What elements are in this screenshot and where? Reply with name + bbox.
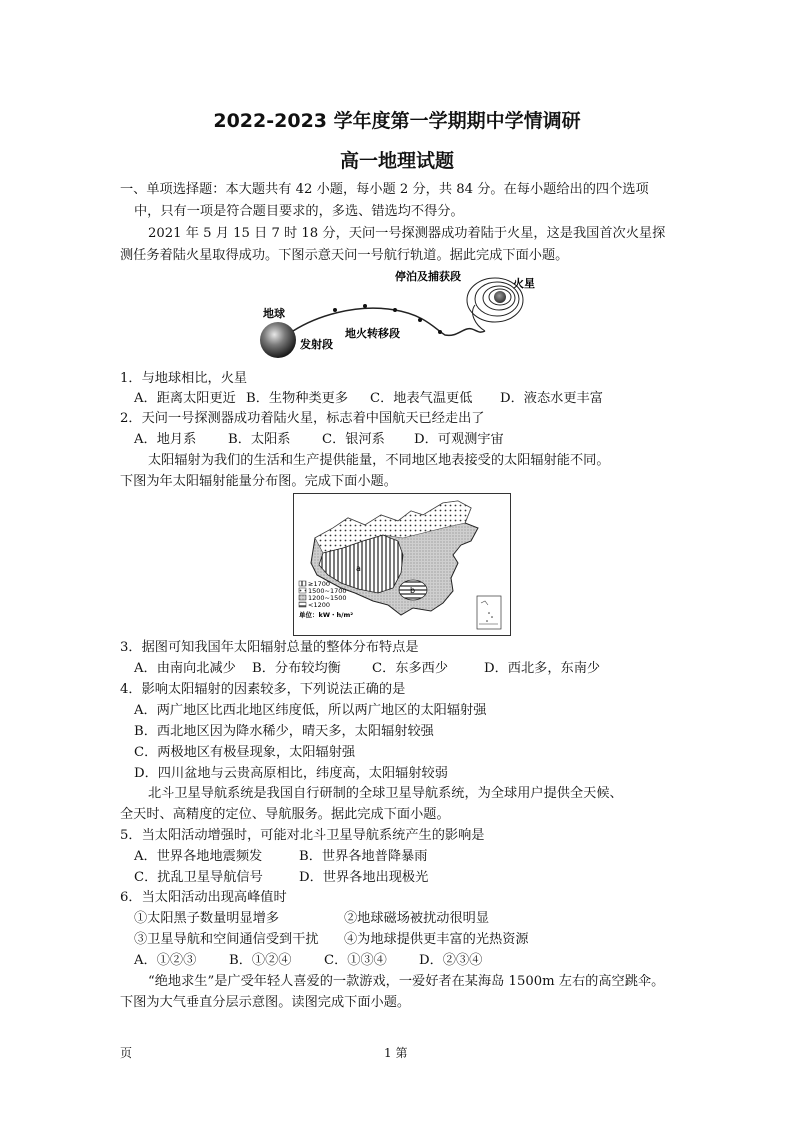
passage4-line2: 下图为大气垂直分层示意图。读图完成下面小题。: [120, 995, 411, 1010]
q6-statement-3: ③卫星导航和空间通信受到干扰: [134, 932, 319, 947]
orbit-label-mars: 火星: [513, 277, 535, 290]
q2-option-b[interactable]: B．太阳系: [228, 432, 291, 447]
legend-item-1: ≥1700: [308, 580, 330, 588]
q1-option-a[interactable]: A．距离太阳更近: [134, 391, 236, 406]
map-label-b: b: [410, 586, 416, 595]
passage2-line1: 太阳辐射为我们的生活和生产提供能量，不同地区地表接受的太阳辐射能不同。: [148, 453, 610, 468]
q6-statement-1: ①太阳黑子数量明显增多: [134, 911, 280, 926]
q6-statement-4: ④为地球提供更丰富的光热资源: [344, 932, 529, 947]
q1-option-b[interactable]: B．生物种类更多: [246, 391, 349, 406]
q6-option-b[interactable]: B．①②④: [229, 953, 292, 968]
solar-radiation-map: [293, 493, 511, 636]
map-label-a: a: [356, 564, 361, 573]
passage1-line1: 2021 年 5 月 15 日 7 时 18 分，天问一号探测器成功着陆于火星，这是我国首次火星探: [148, 226, 666, 241]
q6-statement-2: ②地球磁场被扰动很明显: [344, 911, 490, 926]
orbit-label-launch: 发射段: [300, 338, 333, 351]
q4-option-b[interactable]: B．西北地区因为降水稀少，晴天多，太阳辐射较强: [134, 724, 434, 739]
q6-stem: 6．当太阳活动出现高峰值时: [120, 890, 287, 905]
q5-option-a[interactable]: A．世界各地地震频发: [134, 849, 263, 864]
q4-option-a[interactable]: A．两广地区比西北地区纬度低，所以两广地区的太阳辐射强: [134, 703, 487, 718]
legend-item-3: 1200~1500: [308, 594, 347, 602]
q4-stem: 4．影响太阳辐射的因素较多，下列说法正确的是: [120, 682, 406, 697]
orbit-diagram: [255, 265, 555, 365]
q5-options-row2: [134, 868, 428, 888]
q1-stem: 1．与地球相比，火星: [120, 371, 248, 386]
legend-item-4: <1200: [308, 601, 330, 609]
legend-unit: 单位：kW・h/m²: [299, 611, 354, 619]
q3-option-c[interactable]: C．东多西少: [372, 661, 449, 676]
passage3-line1: 北斗卫星导航系统是我国自行研制的全球卫星导航系统，为全球用户提供全天候、: [148, 786, 623, 801]
q3-options: [134, 659, 600, 679]
q5-option-c[interactable]: C．扰乱卫星导航信号: [134, 870, 263, 885]
passage3-line2: 全天时、高精度的定位、导航服务。据此完成下面小题。: [120, 807, 450, 822]
q5-option-d[interactable]: D．世界各地出现极光: [299, 870, 429, 885]
orbit-label-parking: 停泊及捕获段: [395, 270, 461, 283]
page-subtitle: 高一地理试题: [339, 150, 454, 172]
q6-option-d[interactable]: D．②③④: [419, 953, 483, 968]
q6-statements-row2: [134, 930, 529, 950]
q5-option-b[interactable]: B．世界各地普降暴雨: [299, 849, 428, 864]
footer-left: 页: [120, 1046, 133, 1060]
q3-option-b[interactable]: B．分布较均衡: [252, 661, 341, 676]
q3-option-a[interactable]: A．由南向北减少: [134, 661, 236, 676]
q2-stem: 2．天问一号探测器成功着陆火星，标志着中国航天已经走出了: [120, 411, 485, 426]
q5-stem: 5．当太阳活动增强时，可能对北斗卫星导航系统产生的影响是: [120, 828, 485, 843]
q1-options: [134, 389, 603, 409]
mars-icon: [494, 291, 506, 303]
q3-stem: 3．据图可知我国年太阳辐射总量的整体分布特点是: [120, 640, 419, 655]
earth-icon: [260, 322, 296, 358]
orbit-label-earth: 地球: [263, 307, 285, 320]
q2-options: [134, 430, 504, 450]
passage2-line2: 下图为年太阳辐射能量分布图。完成下面小题。: [120, 474, 397, 489]
q2-option-c[interactable]: C．银河系: [322, 432, 385, 447]
q2-option-a[interactable]: A．地月系: [134, 432, 197, 447]
page-number: 1 第: [384, 1046, 408, 1060]
passage1-line2: 测任务着陆火星取得成功。下图示意天问一号航行轨道。据此完成下面小题。: [120, 248, 569, 263]
q4-option-d[interactable]: D．四川盆地与云贵高原相比，纬度高，太阳辐射较弱: [134, 766, 448, 781]
q6-option-c[interactable]: C．①③④: [324, 953, 387, 968]
q6-options: [134, 951, 482, 971]
section-instructions-line1: 一、单项选择题：本大题共有 42 小题，每小题 2 分，共 84 分。在每小题给出的四个选项: [120, 182, 649, 197]
q2-option-d[interactable]: D．可观测宇宙: [414, 432, 504, 447]
q5-options-row1: [134, 847, 427, 867]
q3-option-d[interactable]: D．西北多，东南少: [484, 661, 601, 676]
q6-option-a[interactable]: A．①②③: [134, 953, 197, 968]
q6-statements-row1: [134, 909, 489, 929]
section-instructions-line2: 中，只有一项是符合题目要求的，多选、错选均不得分。: [134, 204, 464, 219]
orbit-label-transfer: 地火转移段: [345, 327, 400, 340]
legend-item-2: 1500~1700: [308, 587, 347, 595]
q1-option-c[interactable]: C．地表气温更低: [370, 391, 473, 406]
q4-option-c[interactable]: C．两极地区有极昼现象，太阳辐射强: [134, 745, 356, 760]
page-title: 2022-2023 学年度第一学期期中学情调研: [213, 110, 581, 132]
passage4-line1: “绝地求生”是广受年轻人喜爱的一款游戏，一爱好者在某海岛 1500m 左右的高空跳伞。: [148, 974, 665, 989]
q1-option-d[interactable]: D．液态水更丰富: [500, 391, 603, 406]
